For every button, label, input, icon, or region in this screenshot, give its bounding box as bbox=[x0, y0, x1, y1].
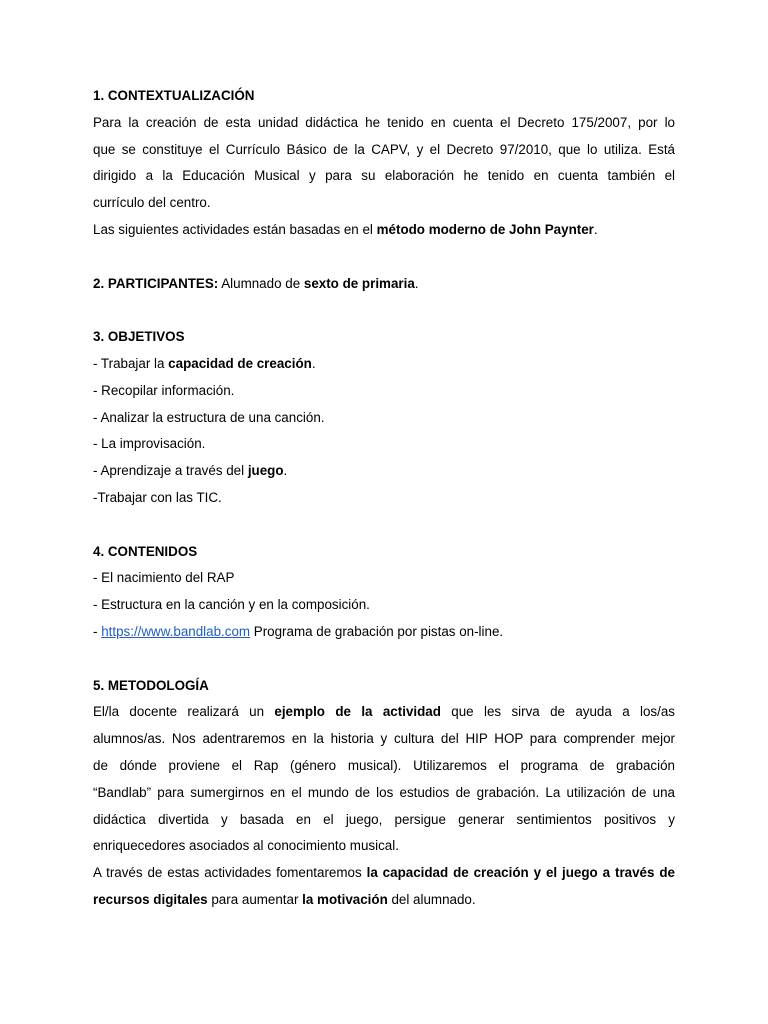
text: Programa de grabación por pistas on-line. bbox=[250, 623, 504, 639]
paragraph-line: alumnos/as. Nos adentraremos en la historia y cultura del HIP HOP para comprender mejor bbox=[93, 731, 675, 747]
paragraph-line: currículo del centro. bbox=[93, 195, 211, 211]
section-heading-contenidos: 4. CONTENIDOS bbox=[93, 543, 198, 559]
bold-text: juego bbox=[247, 463, 284, 479]
spacer bbox=[93, 244, 675, 271]
spacer bbox=[93, 646, 675, 673]
text: - Aprendizaje a través del bbox=[93, 463, 248, 479]
paragraph-line: enriquecedores asociados al conocimiento musical. bbox=[93, 838, 399, 854]
text: . bbox=[311, 355, 316, 371]
list-item bbox=[93, 485, 675, 512]
section-participantes bbox=[93, 271, 675, 298]
text: . bbox=[414, 275, 419, 291]
bold-text: método moderno de John Paynter bbox=[376, 221, 594, 237]
paragraph-line: didáctica divertida y basada en el juego, persigue generar sentimientos positivos y bbox=[93, 811, 675, 827]
text: del alumnado. bbox=[387, 891, 476, 907]
bold-text: capacidad de creación bbox=[168, 355, 312, 371]
bold-text: sexto de primaria bbox=[303, 275, 415, 291]
list-item: - Estructura en la canción y en la composición. bbox=[93, 597, 370, 613]
paragraph-line: “Bandlab” para sumergirnos en el mundo de los estudios de grabación. La utilización de una bbox=[93, 784, 675, 800]
text: Las siguientes actividades están basadas en el bbox=[93, 221, 377, 237]
list-item-bandlab bbox=[93, 619, 675, 646]
bold-text: la motivación bbox=[302, 891, 388, 907]
paragraph-line: Para la creación de esta unidad didáctica he tenido en cuenta el Decreto 175/2007, por lo bbox=[93, 114, 675, 130]
spacer bbox=[93, 297, 675, 324]
text: que les sirva de ayuda a los/as bbox=[440, 704, 675, 720]
text: . bbox=[593, 221, 598, 237]
section-heading-objetivos: 3. OBJETIVOS bbox=[93, 329, 185, 345]
list-item bbox=[93, 351, 675, 378]
text: A través de estas actividades fomentaremos bbox=[93, 865, 367, 881]
section-heading-participantes: 2. PARTICIPANTES: bbox=[93, 275, 219, 291]
section-heading-contextualizacion: 1. CONTEXTUALIZACIÓN bbox=[93, 88, 255, 103]
spacer bbox=[93, 512, 675, 539]
list-item bbox=[93, 458, 675, 485]
bold-text: la capacidad de creación y el juego a través de bbox=[366, 865, 675, 881]
list-item bbox=[93, 431, 675, 458]
text: El/la docente realizará un bbox=[93, 704, 275, 720]
paragraph-line: que se constituye el Currículo Básico de la CAPV, y el Decreto 97/2010, que lo utiliza. Está bbox=[93, 141, 675, 157]
text: - Trabajar la bbox=[93, 355, 169, 371]
text: - Analizar la estructura de una canción. bbox=[93, 409, 325, 425]
paragraph-line bbox=[93, 887, 675, 914]
text: - Recopilar información. bbox=[93, 382, 235, 398]
paragraph-line: dirigido a la Educación Musical y para su elaboración he tenido en cuenta también el bbox=[93, 168, 675, 184]
text: . bbox=[283, 463, 288, 479]
paragraph-line: de dónde proviene el Rap (género musical). Utilizaremos el programa de grabación bbox=[93, 757, 675, 773]
text: - La improvisación. bbox=[93, 436, 206, 452]
bandlab-link[interactable]: https://www.bandlab.com bbox=[101, 623, 251, 639]
document-body bbox=[93, 83, 675, 914]
text: Alumnado de bbox=[218, 275, 304, 291]
list-item bbox=[93, 405, 675, 432]
bold-text: ejemplo de la actividad bbox=[274, 704, 441, 720]
bold-text: recursos digitales bbox=[93, 891, 208, 907]
paragraph-line-paynter bbox=[93, 217, 675, 244]
text: -Trabajar con las TIC. bbox=[93, 489, 222, 505]
text: - bbox=[93, 623, 102, 639]
section-heading-metodologia: 5. METODOLOGÍA bbox=[93, 677, 209, 693]
paragraph-line bbox=[93, 860, 675, 887]
paragraph-line bbox=[93, 699, 675, 726]
text: para aumentar bbox=[207, 891, 303, 907]
list-item: - El nacimiento del RAP bbox=[93, 570, 235, 586]
list-item bbox=[93, 378, 675, 405]
